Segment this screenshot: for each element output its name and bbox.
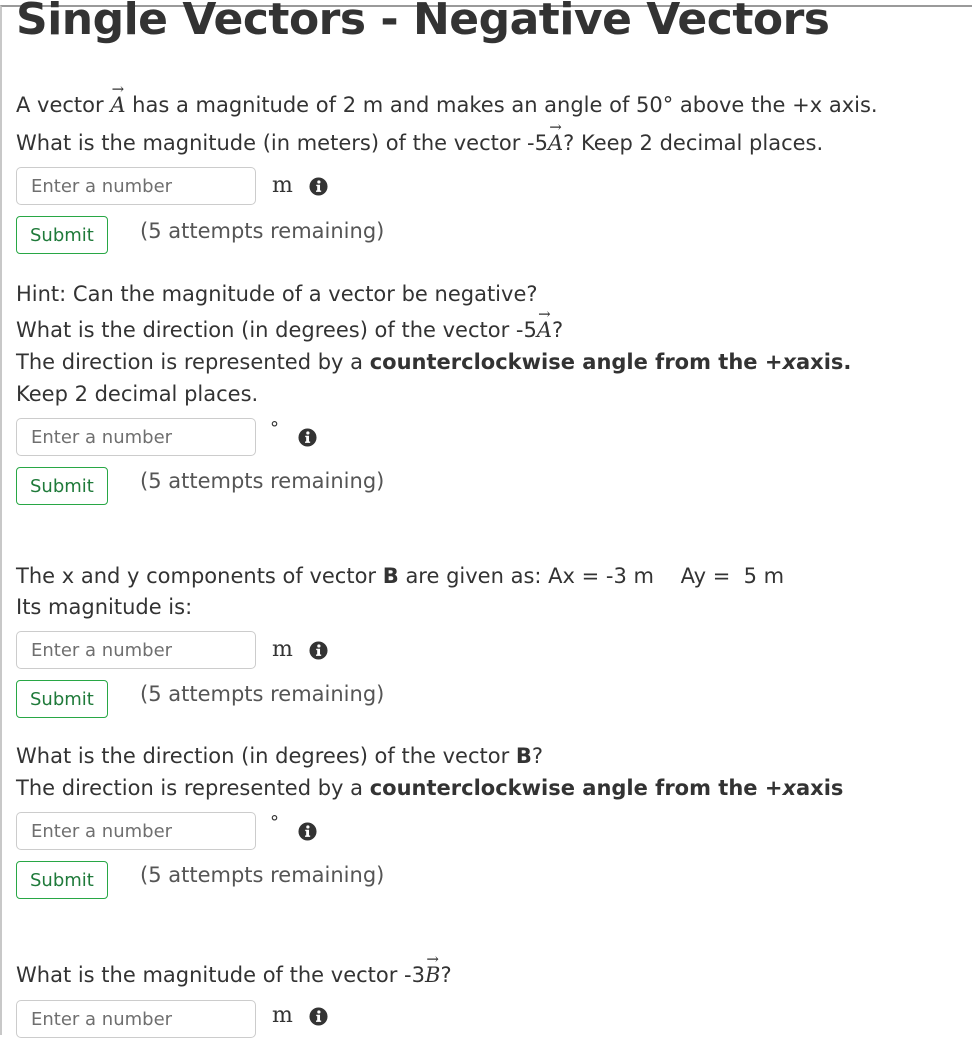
info-icon[interactable]	[309, 641, 328, 660]
vector-a-symbol: → A	[547, 118, 564, 155]
q3-text-line2: Its magnitude is:	[16, 595, 193, 619]
q4-submit-button[interactable]: Submit	[16, 861, 108, 899]
q2-text-line3: Keep 2 decimal places.	[16, 382, 259, 406]
q2-text-line2: The direction is represented by a counterclockwise angle from the +xaxis.	[16, 350, 852, 374]
q4-degree-label: °	[270, 812, 279, 833]
q5-answer-input[interactable]	[16, 1000, 256, 1038]
q1-answer-input[interactable]	[16, 167, 256, 205]
q1-attempts-remaining: (5 attempts remaining)	[140, 219, 385, 243]
q1-unit-label: m	[272, 173, 293, 198]
q1-submit-button[interactable]: Submit	[16, 216, 108, 254]
q4-attempts-remaining: (5 attempts remaining)	[140, 863, 385, 887]
q3-submit-button[interactable]: Submit	[16, 680, 108, 718]
q5-text-line1: What is the magnitude of the vector -3 → B?	[16, 960, 452, 990]
vector-b-symbol: → B	[425, 950, 441, 987]
info-icon[interactable]	[298, 822, 317, 841]
vector-a-symbol: → A	[536, 305, 553, 342]
q4-text-line1: What is the direction (in degrees) of the vector B?	[16, 744, 544, 768]
q1-text-line2: What is the magnitude (in meters) of the vector -5 → A? Keep 2 decimal places.	[16, 128, 823, 158]
q4-text-line2: The direction is represented by a counterclockwise angle from the +xaxis	[16, 776, 844, 800]
q2-attempts-remaining: (5 attempts remaining)	[140, 469, 385, 493]
q2-submit-button[interactable]: Submit	[16, 467, 108, 505]
info-icon[interactable]	[309, 1007, 328, 1026]
q2-text-line1: What is the direction (in degrees) of the vector -5 → A?	[16, 315, 563, 345]
info-icon[interactable]	[309, 177, 328, 196]
q3-unit-label: m	[272, 637, 293, 662]
q2-answer-input[interactable]	[16, 418, 256, 456]
page-title: Single Vectors - Negative Vectors	[16, 0, 830, 45]
q1-text-line1: A vector → A has a magnitude of 2 m and makes an angle of 50° above the +x axis.	[16, 90, 878, 120]
q2-hint: Hint: Can the magnitude of a vector be negative?	[16, 282, 538, 306]
q2-degree-label: °	[270, 418, 279, 439]
vector-a-symbol: → A	[110, 80, 126, 117]
q3-text-line1: The x and y components of vector B are given as: Ax = -3 m Ay = 5 m	[16, 564, 785, 588]
info-icon[interactable]	[298, 428, 317, 447]
q5-unit-label: m	[272, 1003, 293, 1028]
q4-answer-input[interactable]	[16, 812, 256, 850]
q3-answer-input[interactable]	[16, 631, 256, 669]
q3-attempts-remaining: (5 attempts remaining)	[140, 682, 385, 706]
